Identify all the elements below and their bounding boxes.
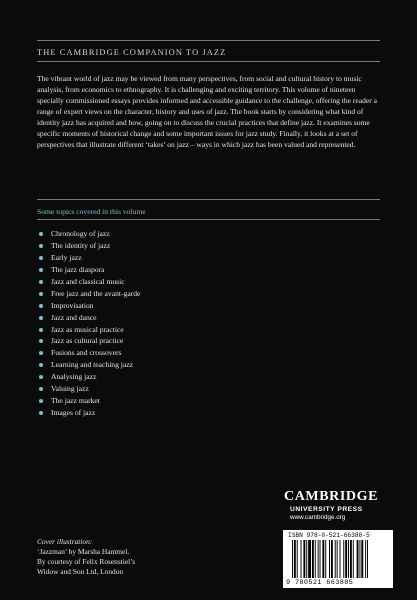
bullet-icon — [39, 292, 43, 296]
topic-item — [37, 335, 140, 347]
cover-credit-label: Cover illustration: — [37, 537, 93, 546]
bullet-icon — [39, 387, 43, 391]
barcode-bar — [353, 540, 354, 578]
barcode-bar — [312, 540, 314, 578]
topic-item — [37, 347, 140, 359]
barcode-bar — [365, 540, 366, 578]
topic-label: Jazz as musical practice — [51, 324, 124, 334]
cover-credit — [37, 537, 217, 577]
topic-label: Analysing jazz — [51, 372, 97, 382]
bullet-icon — [39, 316, 43, 320]
topic-label: Images of jazz — [51, 408, 96, 418]
topic-label: Jazz as cultural practice — [51, 336, 124, 346]
topic-item — [37, 395, 140, 407]
barcode-bar — [315, 540, 316, 578]
topic-label: Jazz and classical music — [51, 276, 125, 286]
barcode-bar — [303, 540, 305, 578]
topics-bottom-rule — [37, 219, 380, 220]
bullet-icon — [39, 256, 43, 260]
topic-item — [37, 252, 140, 264]
topic-label: Early jazz — [51, 252, 82, 262]
barcode-bar — [306, 540, 307, 578]
topics-top-rule — [37, 199, 380, 200]
barcode-bar — [340, 540, 341, 578]
barcode-bar — [329, 540, 330, 578]
topic-label: The identity of jazz — [51, 240, 111, 250]
topic-item — [37, 359, 140, 371]
barcode-bar — [322, 540, 324, 578]
bullet-icon — [39, 328, 43, 332]
topic-item — [37, 288, 140, 300]
topic-item — [37, 300, 140, 312]
topic-label: Free jazz and the avant-garde — [51, 288, 141, 298]
barcode-bar — [359, 540, 360, 578]
topic-label: Valuing jazz — [51, 384, 89, 394]
barcode-bar — [294, 540, 296, 578]
cover-credit-line-2: By courtesy of Felix Rosenstiel’s — [37, 557, 136, 566]
bullet-icon — [39, 363, 43, 367]
topic-item — [37, 228, 140, 240]
barcode-bar — [337, 540, 338, 578]
series-top-rule — [37, 40, 380, 41]
topic-item — [37, 276, 140, 288]
bullet-icon — [39, 244, 43, 248]
topic-item — [37, 324, 140, 336]
topic-label: Jazz and dance — [51, 312, 97, 322]
barcode-bar — [357, 540, 359, 578]
bullet-icon — [39, 232, 43, 236]
series-title: THE CAMBRIDGE COMPANION TO JAZZ — [37, 48, 227, 57]
topic-item — [37, 264, 140, 276]
barcode-bar — [350, 540, 352, 578]
barcode-bar — [320, 540, 321, 578]
barcode-bar — [325, 540, 326, 578]
bullet-icon — [39, 411, 43, 415]
publisher-press: UNIVERSITY PRESS — [290, 506, 363, 513]
publisher-url: www.cambridge.org — [290, 514, 346, 521]
barcode-bar — [367, 540, 368, 578]
barcode — [283, 530, 393, 588]
bullet-icon — [39, 399, 43, 403]
topic-item — [37, 312, 140, 324]
topics-heading: Some topics covered in this volume — [37, 207, 146, 216]
topics-list — [37, 228, 140, 419]
barcode-bar — [318, 540, 319, 578]
topic-label: Chronology of jazz — [51, 229, 110, 238]
cover-credit-line-1: ‘Jazzman’ by Marsha Hammel. — [37, 547, 130, 556]
isbn-text: ISBN 978-0-521-66388-5 — [288, 532, 370, 539]
barcode-bar — [297, 540, 298, 578]
series-bottom-rule — [37, 61, 380, 62]
bullet-icon — [39, 351, 43, 355]
publisher-logo — [284, 490, 392, 521]
topic-item — [37, 371, 140, 383]
bullet-icon — [39, 375, 43, 379]
topic-item — [37, 240, 140, 252]
topic-label: Learning and teaching jazz — [51, 360, 134, 370]
barcode-bar — [292, 540, 293, 578]
barcode-digits: 9 780521 663885 — [286, 579, 354, 587]
barcode-bar — [301, 540, 302, 578]
topic-item — [37, 383, 140, 395]
barcode-bar — [343, 540, 344, 578]
barcode-bar — [335, 540, 336, 578]
cover-credit-line-3: Widow and Son Ltd, London — [37, 567, 124, 576]
publisher-name: CAMBRIDGE — [284, 489, 379, 504]
bullet-icon — [39, 280, 43, 284]
topic-label: The jazz market — [51, 396, 100, 406]
topic-label: Fusions and crossovers — [51, 348, 122, 358]
bullet-icon — [39, 268, 43, 272]
topic-item — [37, 407, 140, 419]
barcode-bar — [331, 540, 333, 578]
topic-label: Improvisation — [51, 300, 94, 310]
bullet-icon — [39, 339, 43, 343]
barcode-bar — [308, 540, 311, 578]
topic-label: The jazz diaspora — [51, 264, 105, 274]
barcode-bar — [345, 540, 347, 578]
barcode-bar — [348, 540, 349, 578]
bullet-icon — [39, 304, 43, 308]
barcode-bar — [361, 540, 363, 578]
book-description: The vibrant world of jazz may be viewed from many perspectives, from social and cultural history to music analysis, from economics to ethnography. It is challenging and exciting territory. This volume of nineteen specially commissioned essays provides informed and accessible guidance to the challenge, offering the reader a range of expert views on the character, history and uses of jazz. The book starts by considering what kind of identity jazz has acquired and how, going on to discuss the crucial practices that define jazz. It examines some specific moments of historical change and some important issues for jazz study. Finally, it looks at a set of perspectives that illustrate different ‘takes’ on jazz – ways in which jazz has been valued and represented. — [37, 74, 377, 149]
